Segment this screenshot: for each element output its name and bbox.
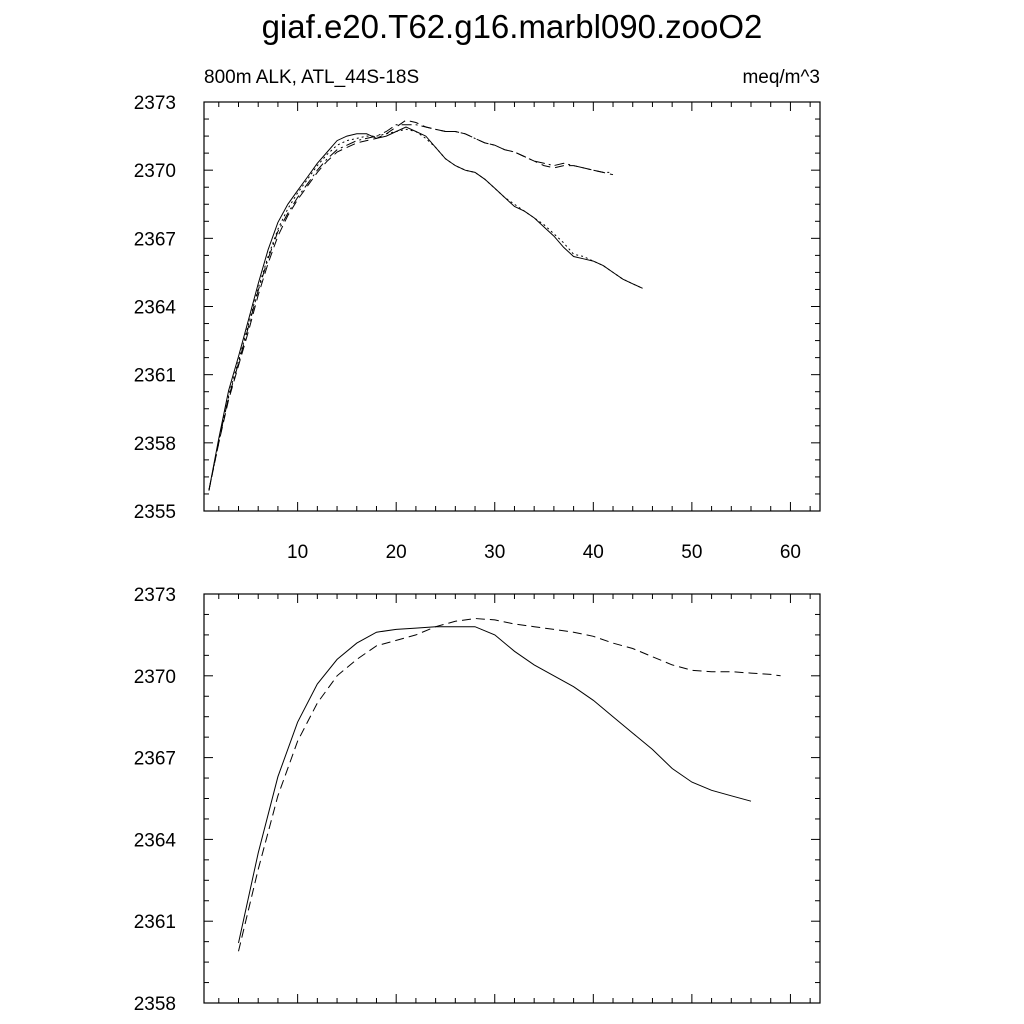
- top-series-line-dotted: [209, 129, 643, 490]
- x-tick-label: 60: [779, 542, 802, 563]
- x-tick-label: 50: [681, 542, 703, 563]
- top-tick-labels: [134, 93, 801, 563]
- panel-left-label: 800m ALK, ATL_44S-18S: [204, 67, 420, 88]
- top-ticks: [204, 102, 820, 511]
- y-tick-label: 2370: [133, 666, 176, 688]
- y-tick-label: 2367: [133, 229, 176, 251]
- bottom-panel: [134, 585, 820, 1015]
- bottom-series-group: [239, 619, 781, 952]
- top-series-line-dashed: [209, 120, 613, 490]
- top-series-line-solid: [209, 127, 643, 491]
- main-title: giaf.e20.T62.g16.marbl090.zooO2: [261, 8, 763, 45]
- x-tick-label: 20: [385, 542, 407, 563]
- top-plot-frame: [204, 102, 820, 511]
- bottom-series-line-solid: [239, 627, 752, 943]
- y-tick-label: 2373: [133, 585, 176, 606]
- top-series-group: [209, 120, 643, 490]
- y-tick-label: 2361: [133, 365, 176, 387]
- y-tick-label: 2364: [133, 297, 176, 319]
- y-tick-label: 2370: [133, 161, 176, 183]
- x-tick-label: 30: [484, 542, 506, 563]
- y-tick-label: 2373: [133, 93, 176, 114]
- y-tick-label: 2361: [133, 912, 176, 934]
- panel-units-label: meq/m^3: [742, 67, 820, 88]
- y-tick-label: 2358: [133, 994, 176, 1015]
- y-tick-label: 2364: [133, 830, 176, 852]
- y-tick-label: 2358: [133, 433, 176, 455]
- y-tick-label: 2355: [133, 502, 176, 523]
- top-series-line-dashdot: [209, 125, 613, 491]
- bottom-tick-labels: [134, 585, 177, 1015]
- bottom-plot-frame: [204, 594, 820, 1003]
- top-panel: [134, 67, 820, 563]
- x-tick-label: 40: [582, 542, 604, 563]
- bottom-ticks: [204, 594, 820, 1003]
- y-tick-label: 2367: [133, 748, 176, 770]
- x-tick-label: 10: [287, 542, 309, 563]
